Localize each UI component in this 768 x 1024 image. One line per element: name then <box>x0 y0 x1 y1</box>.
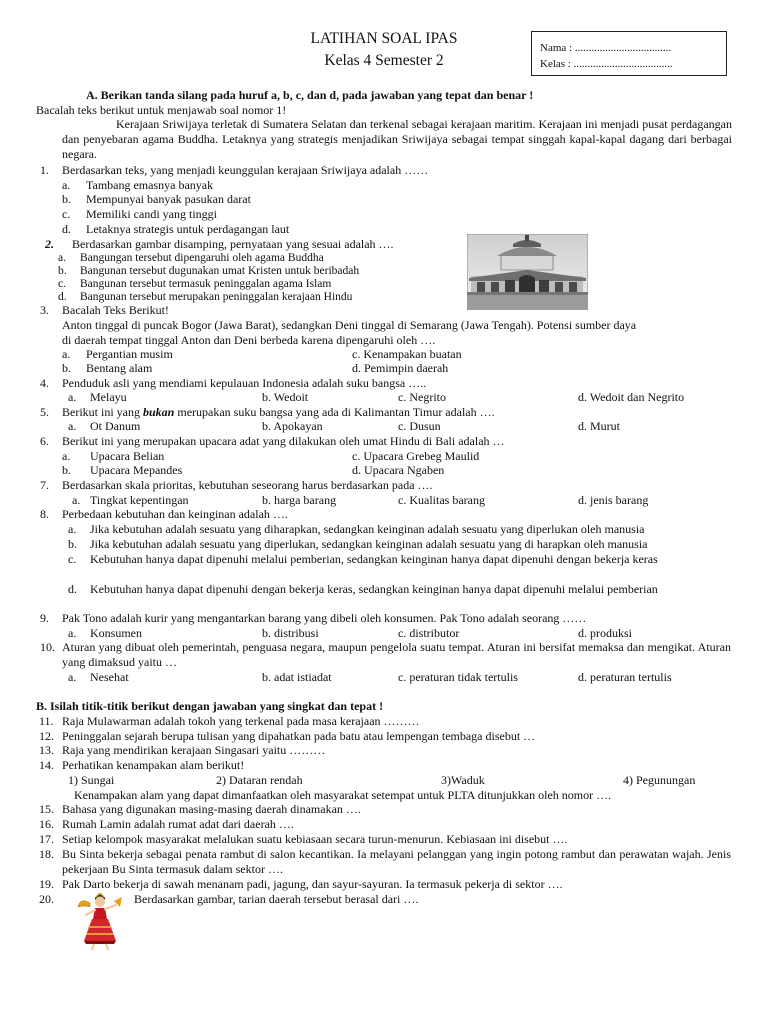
q1-option-b[interactable]: Mempunyai banyak pasukan darat <box>86 192 251 206</box>
q9-letter-a[interactable]: a. <box>68 626 77 640</box>
q4-option-a[interactable]: Melayu <box>90 390 127 404</box>
q8-letter-c[interactable]: c. <box>68 552 77 566</box>
q2-letter-c[interactable]: c. <box>58 278 66 290</box>
q2-option-c[interactable]: Bangunan tersebut termasuk peninggalan agama Islam <box>80 278 332 290</box>
q6-option-a[interactable]: Upacara Belian <box>90 449 165 463</box>
q2-letter-d[interactable]: d. <box>58 291 67 303</box>
q3-passage-line2: di daerah tempat tinggal Anton dan Deni berbeda karena dipengaruhi oleh …. <box>62 333 436 347</box>
q14-number: 14. <box>39 758 54 772</box>
q2-option-b[interactable]: Bangunan tersebut dugunakan umat Kristen untuk beribadah <box>80 265 360 277</box>
page-title: LATIHAN SOAL IPAS <box>310 30 458 47</box>
q9-option-b[interactable]: b. distribusi <box>262 626 319 640</box>
q5-option-c[interactable]: c. Dusun <box>398 419 441 433</box>
q9-number: 9. <box>40 611 49 625</box>
q18-text: Bu Sinta bekerja sebagai penata rambut di salon kecantikan. Ia melayani pelanggan yang ingin potong rambut dan perawatan wajah. Jenis pekerjaan Bu Sinta termasuk dalam sektor …. <box>62 847 731 876</box>
q4-letter-a[interactable]: a. <box>68 390 77 404</box>
q1-option-a[interactable]: Tambang emasnya banyak <box>86 178 214 192</box>
q14-text: Perhatikan kenampakan alam berikut! <box>62 758 245 772</box>
q3-letter-b[interactable]: b. <box>62 361 71 375</box>
q4-number: 4. <box>40 376 49 390</box>
q13-text: Raja yang mendirikan kerajaan Singasari yaitu ……… <box>62 743 326 757</box>
q2-letter-a[interactable]: a. <box>58 252 66 264</box>
q8-letter-d[interactable]: d. <box>68 582 77 596</box>
q8-option-b[interactable]: Jika kebutuhan adalah sesuatu yang diperlukan, sedangkan keinginan adalah sesuatu yang di harapkan oleh manusia <box>90 537 648 551</box>
passage-sriwijaya: Kerajaan Sriwijaya terletak di Sumatera Selatan dan terkenal sebagai kerajaan maritim. Kerajaan ini menjadi pusat perdagangan dan penyebaran agama Buddha. Letaknya yang strategis menjadikan Sriwijaya sebagai tempat singgah kapal-kapal dagang dari berbagai negara. <box>62 117 732 161</box>
q14-option-4: 4) Pegunungan <box>623 773 696 787</box>
section-a-intro: Bacalah teks berikut untuk menjawab soal nomor 1! <box>36 103 287 117</box>
q9-option-c[interactable]: c. distributor <box>398 626 460 640</box>
q9-option-a[interactable]: Konsumen <box>90 626 142 640</box>
q5-text-post: merupakan suku bangsa yang ada di Kalimantan Timur adalah …. <box>174 405 495 419</box>
q7-text: Berdasarkan skala prioritas, kebutuhan seseorang harus berdasarkan pada …. <box>62 478 433 492</box>
q14-option-1: 1) Sungai <box>68 773 115 787</box>
identity-box <box>531 31 727 76</box>
q3-option-c[interactable]: c. Kenampakan buatan <box>352 347 462 361</box>
q13-number: 13. <box>39 743 54 757</box>
q10-number: 10. <box>40 640 55 654</box>
q10-option-d[interactable]: d. peraturan tertulis <box>578 670 672 684</box>
q10-letter-a[interactable]: a. <box>68 670 77 684</box>
q10-option-c[interactable]: c. peraturan tidak tertulis <box>398 670 518 684</box>
q5-number: 5. <box>40 405 49 419</box>
q2-text: Berdasarkan gambar disamping, pernyataan yang sesuai adalah …. <box>72 237 394 251</box>
q10-option-a[interactable]: Nesehat <box>90 670 129 684</box>
q12-text: Peninggalan sejarah berupa tulisan yang dipahatkan pada batu atau lempengan tembaga disebut … <box>62 729 536 743</box>
q5-option-a[interactable]: Ot Danum <box>90 419 141 433</box>
q5-text-pre: Berikut ini yang <box>62 405 143 419</box>
q1-option-d[interactable]: Letaknya strategis untuk perdagangan laut <box>86 222 290 236</box>
q6-text: Berikut ini yang merupakan upacara adat yang dilakukan oleh umat Hindu di Bali adalah … <box>62 434 505 448</box>
q3-option-b[interactable]: Bentang alam <box>86 361 153 375</box>
q11-text: Raja Mulawarman adalah tokoh yang terkenal pada masa kerajaan ……… <box>62 714 420 728</box>
q8-number: 8. <box>40 507 49 521</box>
q7-option-c[interactable]: c. Kualitas barang <box>398 493 485 507</box>
q4-option-b[interactable]: b. Wedoit <box>262 390 309 404</box>
q6-option-b[interactable]: Upacara Mepandes <box>90 463 183 477</box>
q1-letter-d[interactable]: d. <box>62 222 71 236</box>
q1-option-c[interactable]: Memiliki candi yang tinggi <box>86 207 217 221</box>
q10-text: Aturan yang dibuat oleh pemerintah, penguasa negara, maupun pengelola suatu tempat. Aturan ini bersifat memaksa dan mengikat. Aturan yang dimaksud yaitu … <box>62 640 731 669</box>
q15-number: 15. <box>39 802 54 816</box>
q8-text: Perbedaan kebutuhan dan keinginan adalah …. <box>62 507 288 521</box>
q3-option-d[interactable]: d. Pemimpin daerah <box>352 361 449 375</box>
q17-number: 17. <box>39 832 54 846</box>
q18-number: 18. <box>39 847 54 861</box>
q5-text-emphasis: bukan <box>143 405 175 419</box>
section-a-heading: A. Berikan tanda silang pada huruf a, b, c, dan d, pada jawaban yang tepat dan benar ! <box>86 88 534 102</box>
q8-option-d[interactable]: Kebutuhan hanya dapat dipenuhi dengan bekerja keras, sedangkan keinginan hanya dapat dipenuhi melalui pemberian <box>90 582 658 596</box>
q3-text: Bacalah Teks Berikut! <box>62 303 169 317</box>
q6-option-d[interactable]: d. Upacara Ngaben <box>352 463 445 477</box>
q4-option-c[interactable]: c. Negrito <box>398 390 446 404</box>
q1-letter-c[interactable]: c. <box>62 207 71 221</box>
q1-letter-b[interactable]: b. <box>62 192 71 206</box>
q6-letter-b[interactable]: b. <box>62 463 71 477</box>
q10-option-b[interactable]: b. adat istiadat <box>262 670 332 684</box>
q14-option-2: 2) Dataran rendah <box>216 773 303 787</box>
q8-letter-a[interactable]: a. <box>68 522 77 536</box>
building-photo <box>467 234 588 310</box>
q16-text: Rumah Lamin adalah rumat adat dari daerah …. <box>62 817 294 831</box>
q5-text <box>62 405 495 419</box>
nama-field[interactable]: Nama : ................................... <box>540 42 672 54</box>
q3-letter-a[interactable]: a. <box>62 347 71 361</box>
q7-option-a[interactable]: Tingkat kepentingan <box>90 493 189 507</box>
q19-text: Pak Darto bekerja di sawah menanam padi, jagung, dan sayur-sayuran. Ia termasuk pekerja di sektor …. <box>62 877 563 891</box>
q5-letter-a[interactable]: a. <box>68 419 77 433</box>
q2-letter-b[interactable]: b. <box>58 265 67 277</box>
q1-letter-a[interactable]: a. <box>62 178 71 192</box>
q2-number: 2. <box>45 237 54 251</box>
q11-number: 11. <box>39 714 54 728</box>
q17-text: Setiap kelompok masyarakat melalukan suatu kebiasaan secara turun-menurun. Kebiasaan ini disebut …. <box>62 832 568 846</box>
section-b-heading: B. Isilah titik-titik berikut dengan jawaban yang singkat dan tepat ! <box>36 699 384 713</box>
q8-letter-b[interactable]: b. <box>68 537 77 551</box>
q14-follow-up: Kenampakan alam yang dapat dimanfaatkan oleh masyarakat setempat untuk PLTA ditunjukkan oleh nomor …. <box>74 788 612 802</box>
q6-option-c[interactable]: c. Upacara Grebeg Maulid <box>352 449 480 463</box>
q3-number: 3. <box>40 303 49 317</box>
q1-number: 1. <box>40 163 49 177</box>
q6-letter-a[interactable]: a. <box>62 449 71 463</box>
q6-number: 6. <box>40 434 49 448</box>
kelas-field[interactable]: Kelas : .................................... <box>540 58 673 70</box>
q14-option-3: 3)Waduk <box>441 773 485 787</box>
q2-option-d[interactable]: Bangunan tersebut merupakan peninggalan kerajaan Hindu <box>80 291 353 303</box>
q3-passage-line1: Anton tinggal di puncak Bogor (Jawa Barat), sedangkan Deni tinggal di Semarang (Jawa Tengah). Potensi sumber daya <box>62 318 637 332</box>
q8-option-c[interactable]: Kebutuhan hanya dapat dipenuhi melalui pemberian, sedangkan keinginan hanya dapat dipenuhi dengan bekerja keras <box>90 552 658 566</box>
q19-number: 19. <box>39 877 54 891</box>
q4-text: Penduduk asli yang mendiami kepulauan Indonesia adalah suku bangsa ….. <box>62 376 427 390</box>
q8-option-a[interactable]: Jika kebutuhan adalah sesuatu yang diharapkan, sedangkan keinginan adalah sesuatu yang diperlukan oleh manusia <box>90 522 645 536</box>
q2-option-a[interactable]: Bangungan tersebut dipengaruhi oleh agama Buddha <box>80 252 324 264</box>
q7-option-d[interactable]: d. jenis barang <box>578 493 649 507</box>
q7-letter-a[interactable]: a. <box>72 493 81 507</box>
q5-option-b[interactable]: b. Apokayan <box>262 419 323 433</box>
q20-text: Berdasarkan gambar, tarian daerah tersebut berasal dari …. <box>134 892 419 906</box>
q12-number: 12. <box>39 729 54 743</box>
q9-text: Pak Tono adalah kurir yang mengantarkan barang yang dibeli oleh konsumen. Pak Tono adalah seorang …… <box>62 611 587 625</box>
q3-option-a[interactable]: Pergantian musim <box>86 347 173 361</box>
q20-number: 20. <box>39 892 54 906</box>
q4-option-d[interactable]: d. Wedoit dan Negrito <box>578 390 685 404</box>
q15-text: Bahasa yang digunakan masing-masing daerah dinamakan …. <box>62 802 361 816</box>
q7-number: 7. <box>40 478 49 492</box>
q1-text: Berdasarkan teks, yang menjadi keunggulan kerajaan Sriwijaya adalah …… <box>62 163 429 177</box>
dancer-illustration <box>76 893 128 951</box>
q16-number: 16. <box>39 817 54 831</box>
q7-option-b[interactable]: b. harga barang <box>262 493 337 507</box>
q9-option-d[interactable]: d. produksi <box>578 626 632 640</box>
page-subtitle: Kelas 4 Semester 2 <box>324 52 444 69</box>
q5-option-d[interactable]: d. Murut <box>578 419 620 433</box>
